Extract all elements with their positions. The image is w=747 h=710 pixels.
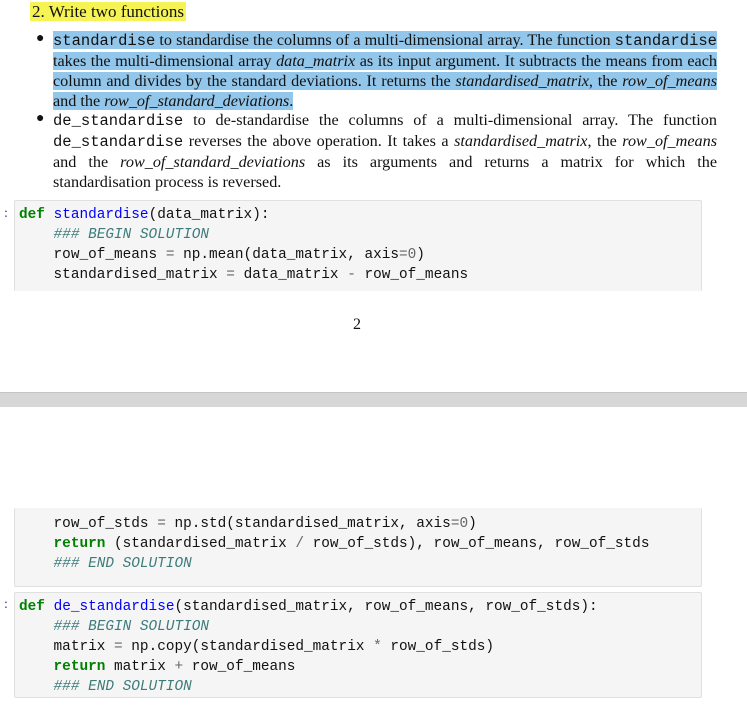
bullet-item-standardise bbox=[36, 30, 717, 111]
operator: = bbox=[165, 247, 175, 263]
keyword: return bbox=[53, 659, 106, 675]
code-text: row_of_means bbox=[191, 659, 296, 675]
code-line bbox=[15, 657, 701, 677]
text: , the bbox=[588, 72, 623, 90]
code-comment: ### END SOLUTION bbox=[53, 556, 192, 572]
bullet-icon: ● bbox=[36, 31, 45, 46]
code-comment: ### END SOLUTION bbox=[53, 679, 192, 695]
italic-term: row_of_standard_deviations bbox=[104, 92, 290, 110]
italic-term: data_matrix bbox=[276, 52, 356, 70]
code-comment: ### BEGIN SOLUTION bbox=[53, 619, 209, 635]
text: as its input argument. It subtracts the means from each column and divides by the standard deviations. It returns the bbox=[53, 52, 717, 90]
text: to standardise the columns of a multi-dimensional array. The function bbox=[155, 31, 615, 49]
bullet-icon: ● bbox=[36, 111, 45, 126]
code-text: row_of_means bbox=[364, 267, 469, 283]
text: and the bbox=[53, 153, 121, 171]
code-line bbox=[15, 514, 701, 534]
italic-term: row_of_means bbox=[622, 132, 717, 150]
code-text: standardised_matrix bbox=[53, 267, 218, 283]
code-cell-standardise-continued[interactable] bbox=[14, 508, 702, 587]
code-name: standardise bbox=[53, 32, 156, 50]
text: , the bbox=[587, 132, 623, 150]
code-line bbox=[15, 534, 701, 554]
code-text: row_of_stds) bbox=[390, 639, 495, 655]
operator: = bbox=[226, 267, 235, 283]
code-text: np.copy(standardised_matrix bbox=[131, 639, 365, 655]
bullet-item-de-standardise bbox=[36, 110, 717, 192]
code-line bbox=[15, 205, 701, 225]
italic-term: row_of_standard_deviations bbox=[120, 153, 306, 171]
code-line bbox=[15, 617, 701, 637]
operator: - bbox=[347, 267, 356, 283]
code-name: standardise bbox=[614, 32, 717, 50]
keyword: return bbox=[53, 536, 106, 552]
exercise-heading bbox=[30, 2, 186, 22]
code-line bbox=[15, 265, 701, 285]
text: as its arguments and returns a matrix for which the standardisation process is reversed. bbox=[53, 153, 718, 191]
operator: = bbox=[157, 516, 166, 532]
code-text: matrix bbox=[53, 639, 106, 655]
text: to de-standardise the columns of a multi-dimensional array. The function bbox=[183, 111, 717, 129]
cell-prompt: : bbox=[4, 597, 8, 612]
code-name: de_standardise bbox=[53, 133, 184, 151]
number: 0 bbox=[459, 516, 469, 532]
italic-term: standardised_matrix bbox=[455, 72, 589, 90]
operator: + bbox=[174, 659, 184, 675]
code-cell-standardise[interactable] bbox=[14, 200, 702, 291]
code-text: (data_matrix): bbox=[148, 207, 270, 223]
highlighted-description bbox=[53, 31, 717, 110]
code-text: ) bbox=[416, 247, 425, 263]
code-line bbox=[15, 225, 701, 245]
code-line bbox=[15, 637, 701, 657]
code-text: row_of_stds bbox=[53, 516, 149, 532]
code-text: (standardised_matrix, row_of_means, row_of_stds): bbox=[174, 599, 598, 615]
text: reverses the above operation. It takes a bbox=[183, 132, 455, 150]
operator: / bbox=[295, 536, 305, 552]
code-text: matrix bbox=[114, 659, 166, 675]
code-line bbox=[15, 245, 701, 265]
italic-term: row_of_means bbox=[622, 72, 718, 90]
cell-prompt: : bbox=[4, 206, 8, 221]
code-text: data_matrix bbox=[243, 267, 339, 283]
text: and the bbox=[53, 92, 105, 110]
operator: = bbox=[450, 516, 460, 532]
keyword: def bbox=[19, 207, 45, 223]
operator: * bbox=[373, 639, 382, 655]
text: . bbox=[289, 92, 294, 110]
code-text: np.mean(data_matrix, axis bbox=[183, 247, 400, 263]
code-text: ) bbox=[468, 516, 477, 532]
keyword: def bbox=[19, 599, 45, 615]
operator: = bbox=[399, 247, 408, 263]
page-number: 2 bbox=[353, 316, 361, 333]
number: 0 bbox=[407, 247, 417, 263]
heading-text: 2. Write two functions bbox=[32, 2, 184, 21]
code-text: (standardised_matrix bbox=[114, 536, 287, 552]
text: takes the multi-dimensional array bbox=[53, 52, 277, 70]
code-line bbox=[15, 677, 701, 697]
code-line bbox=[15, 554, 701, 574]
function-name: de_standardise bbox=[53, 599, 175, 615]
code-text: row_of_means bbox=[53, 247, 158, 263]
page-separator bbox=[0, 392, 747, 407]
code-name: de_standardise bbox=[53, 112, 184, 130]
code-text: np.std(standardised_matrix, axis bbox=[174, 516, 451, 532]
code-text: row_of_stds), row_of_means, row_of_stds bbox=[312, 536, 650, 552]
code-line bbox=[15, 597, 701, 617]
code-cell-de-standardise[interactable] bbox=[14, 592, 702, 698]
function-name: standardise bbox=[53, 207, 149, 223]
italic-term: standardised_matrix bbox=[454, 132, 588, 150]
code-comment: ### BEGIN SOLUTION bbox=[53, 227, 209, 243]
operator: = bbox=[114, 639, 123, 655]
